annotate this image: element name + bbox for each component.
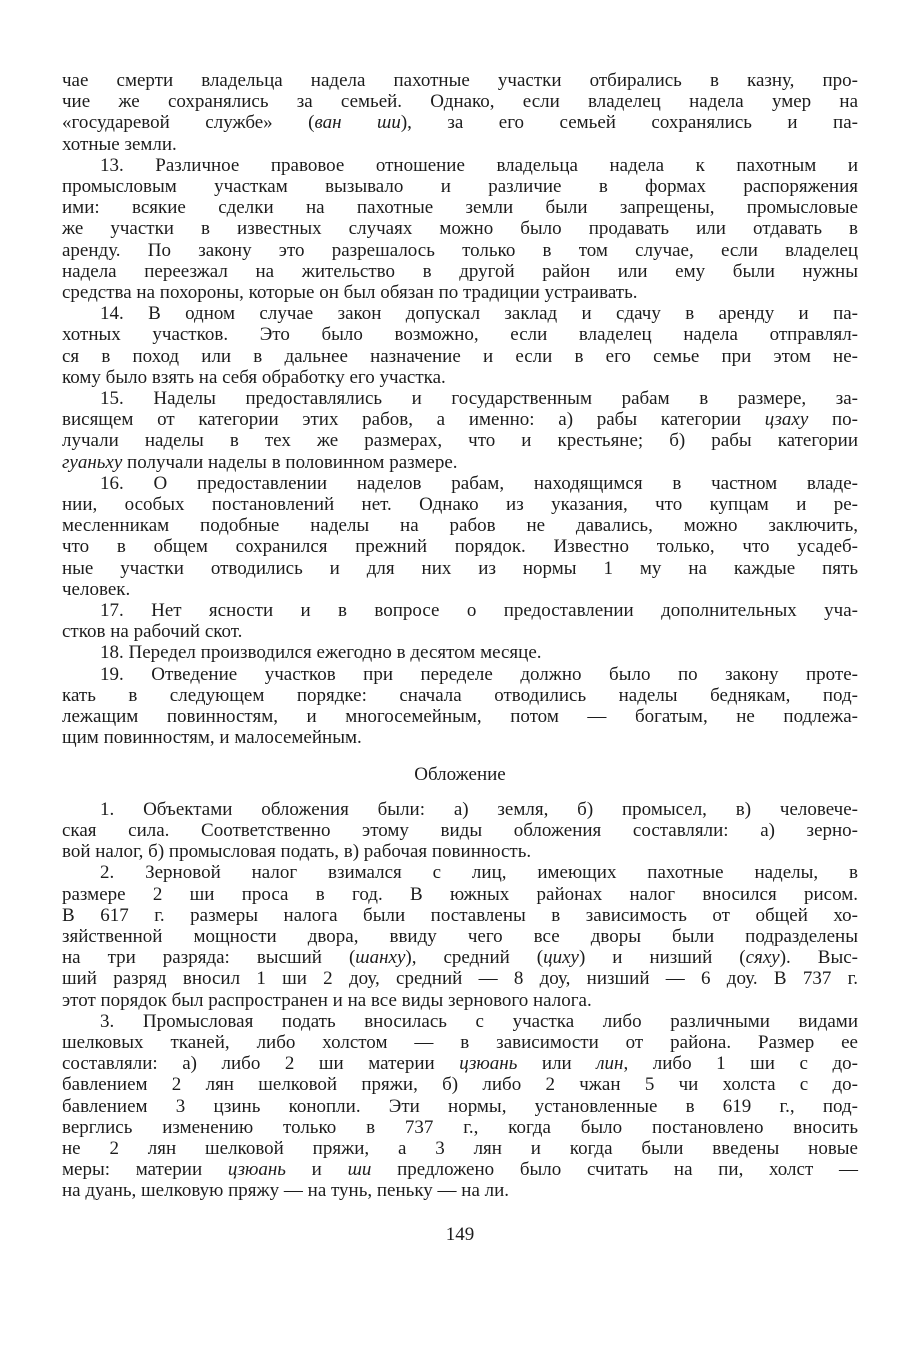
text-line: месленникам подобные наделы на рабов не давались, можно заключить,: [62, 515, 858, 537]
text-line: 1. Объектами обложения были: а) земля, б) промысел, в) человече-: [100, 798, 858, 820]
text-line: щим повинностям, и малосемейным.: [62, 727, 362, 749]
text-line: «государевой службе» (ван ши), за его семьей сохранялись и па-: [62, 112, 858, 134]
text-line: этот порядок был распространен и на все виды зернового налога.: [62, 989, 592, 1011]
text-line: ими: всякие сделки на пахотные земли были запрещены, промысловые: [62, 197, 858, 219]
text-line: 3. Промысловая подать вносилась с участка либо различными видами: [100, 1010, 858, 1032]
section-heading: Обложение: [414, 763, 506, 785]
text-line: 18. Передел производился ежегодно в десятом месяце.: [100, 642, 542, 664]
text-line: хотные земли.: [62, 133, 177, 155]
paragraph: [62, 799, 858, 863]
paragraph: [62, 473, 858, 600]
text-line: лежащим повинностям, и многосемейным, потом — богатым, не подлежа-: [62, 706, 858, 728]
italic-term: гуаньху: [62, 451, 123, 473]
page-number: 149: [445, 1223, 475, 1245]
italic-term: ван ши: [314, 112, 401, 134]
text-line: надела переезжал на жительство в другой район или ему были нужны: [62, 260, 858, 282]
text-line: составляли: а) либо 2 ши материи цзюань или лин, либо 1 ши с до-: [62, 1053, 858, 1075]
paragraph: [62, 600, 858, 642]
text-line: 19. Отведение участков при переделе должно было по закону проте-: [100, 663, 858, 685]
text-line: гуаньху получали наделы в половинном размере.: [62, 451, 458, 473]
paragraph: [62, 388, 858, 473]
text-line: промысловым участкам вызывало и различие в формах распоряжения: [62, 176, 858, 198]
text-line: стков на рабочий скот.: [62, 621, 243, 643]
text-line: висящем от категории этих рабов, а именно: а) рабы категории цзаху по-: [62, 409, 858, 431]
text-line: хотных участков. Это было возможно, если владелец надела отправлял-: [62, 324, 858, 346]
text-line: 17. Нет ясности и в вопросе о предоставлении дополнительных уча-: [100, 600, 858, 622]
paragraph: [62, 155, 858, 303]
text-line: чие же сохранялись за семьей. Однако, если владелец надела умер на: [62, 91, 858, 113]
text-line: шелковых тканей, либо холстом — в зависимости от района. Размер ее: [62, 1031, 858, 1053]
text-line: на три разряда: высший (шанху), средний (циху) и низший (сяху). Выс-: [62, 947, 858, 969]
text-line: кому было взять на себя обработку его участка.: [62, 366, 446, 388]
text-line: 2. Зерновой налог взимался с лиц, имеющих пахотные наделы, в: [100, 862, 858, 884]
text-line: средства на похороны, которые он был обязан по традиции устраивать.: [62, 282, 638, 304]
text-line: человек.: [62, 578, 131, 600]
body-text: [62, 70, 858, 1202]
text-line: не 2 лян шелковой пряжи, а 3 лян и когда были введены новые: [62, 1137, 858, 1159]
text-line: меры: материи цзюань и ши предложено было считать на пи, холст —: [62, 1159, 858, 1181]
paragraph: [62, 1011, 858, 1202]
text-line: нии, особых постановлений нет. Однако из указания, что купцам и ре-: [62, 494, 858, 516]
italic-term: цзюань: [459, 1053, 518, 1075]
text-line: размере 2 ши проса в год. В южных районах налог вносился рисом.: [62, 883, 858, 905]
text-line: на дуань, шелковую пряжу — на тунь, пеньку — на ли.: [62, 1180, 510, 1202]
italic-term: цзюань: [227, 1159, 286, 1181]
text-line: 16. О предоставлении наделов рабам, находящимся в частном владе-: [100, 472, 858, 494]
text-line: бавлением 3 цзинь конопли. Эти нормы, установленные в 619 г., под-: [62, 1095, 858, 1117]
text-line: В 617 г. размеры налога были поставлены в зависимость от общей хо-: [62, 904, 858, 926]
italic-term: циху: [543, 947, 579, 969]
text-line: 14. В одном случае закон допускал заклад и сдачу в аренду и па-: [100, 303, 858, 325]
paragraph: [62, 664, 858, 749]
italic-term: цзаху: [764, 409, 809, 431]
text-line: верглись изменению только в 737 г., когда было постановлено вносить: [62, 1116, 858, 1138]
paragraph: [62, 303, 858, 388]
italic-term: сяху: [745, 947, 780, 969]
text-line: 15. Наделы предоставлялись и государственным рабам в размере, за-: [100, 388, 858, 410]
italic-term: шанху: [355, 947, 406, 969]
text-line: 13. Различное правовое отношение владельца надела к пахотным и: [100, 154, 858, 176]
text-line: вой налог, б) промысловая подать, в) рабочая повинность.: [62, 841, 532, 863]
text-line: же участки в известных случаях можно было продавать или отдавать в: [62, 218, 858, 240]
text-line: ская сила. Соответственно этому виды обложения составляли: а) зерно-: [62, 819, 858, 841]
paragraph: [62, 70, 858, 155]
text-line: что в общем сохранился прежний порядок. Известно только, что усадеб-: [62, 536, 858, 558]
text-line: ся в поход или в дальнее назначение и если в его семье при этом не-: [62, 345, 858, 367]
paragraph: [62, 862, 858, 1010]
text-line: зяйственной мощности двора, ввиду чего все дворы были подразделены: [62, 925, 858, 947]
text-line: лучали наделы в тех же размерах, что и крестьяне; б) рабы категории: [62, 430, 858, 452]
italic-term: лин: [596, 1053, 624, 1075]
text-line: чае смерти владельца надела пахотные участки отбирались в казну, про-: [62, 70, 858, 91]
text-line: бавлением 2 лян шелковой пряжи, б) либо 2 чжан 5 чи холста с до-: [62, 1074, 858, 1096]
text-line: кать в следующем порядке: сначала отводились наделы беднякам, под-: [62, 684, 858, 706]
text-line: ные участки отводились и для них из нормы 1 му на каждые пять: [62, 557, 858, 579]
paragraph: [62, 642, 858, 663]
text-block: [62, 70, 858, 1245]
italic-term: ши: [347, 1159, 372, 1181]
text-line: аренду. По закону это разрешалось только в том случае, если владелец: [62, 239, 858, 261]
text-line: ший разряд вносил 1 ши 2 доу, средний — 8 доу, низший — 6 доу. В 737 г.: [62, 968, 858, 990]
